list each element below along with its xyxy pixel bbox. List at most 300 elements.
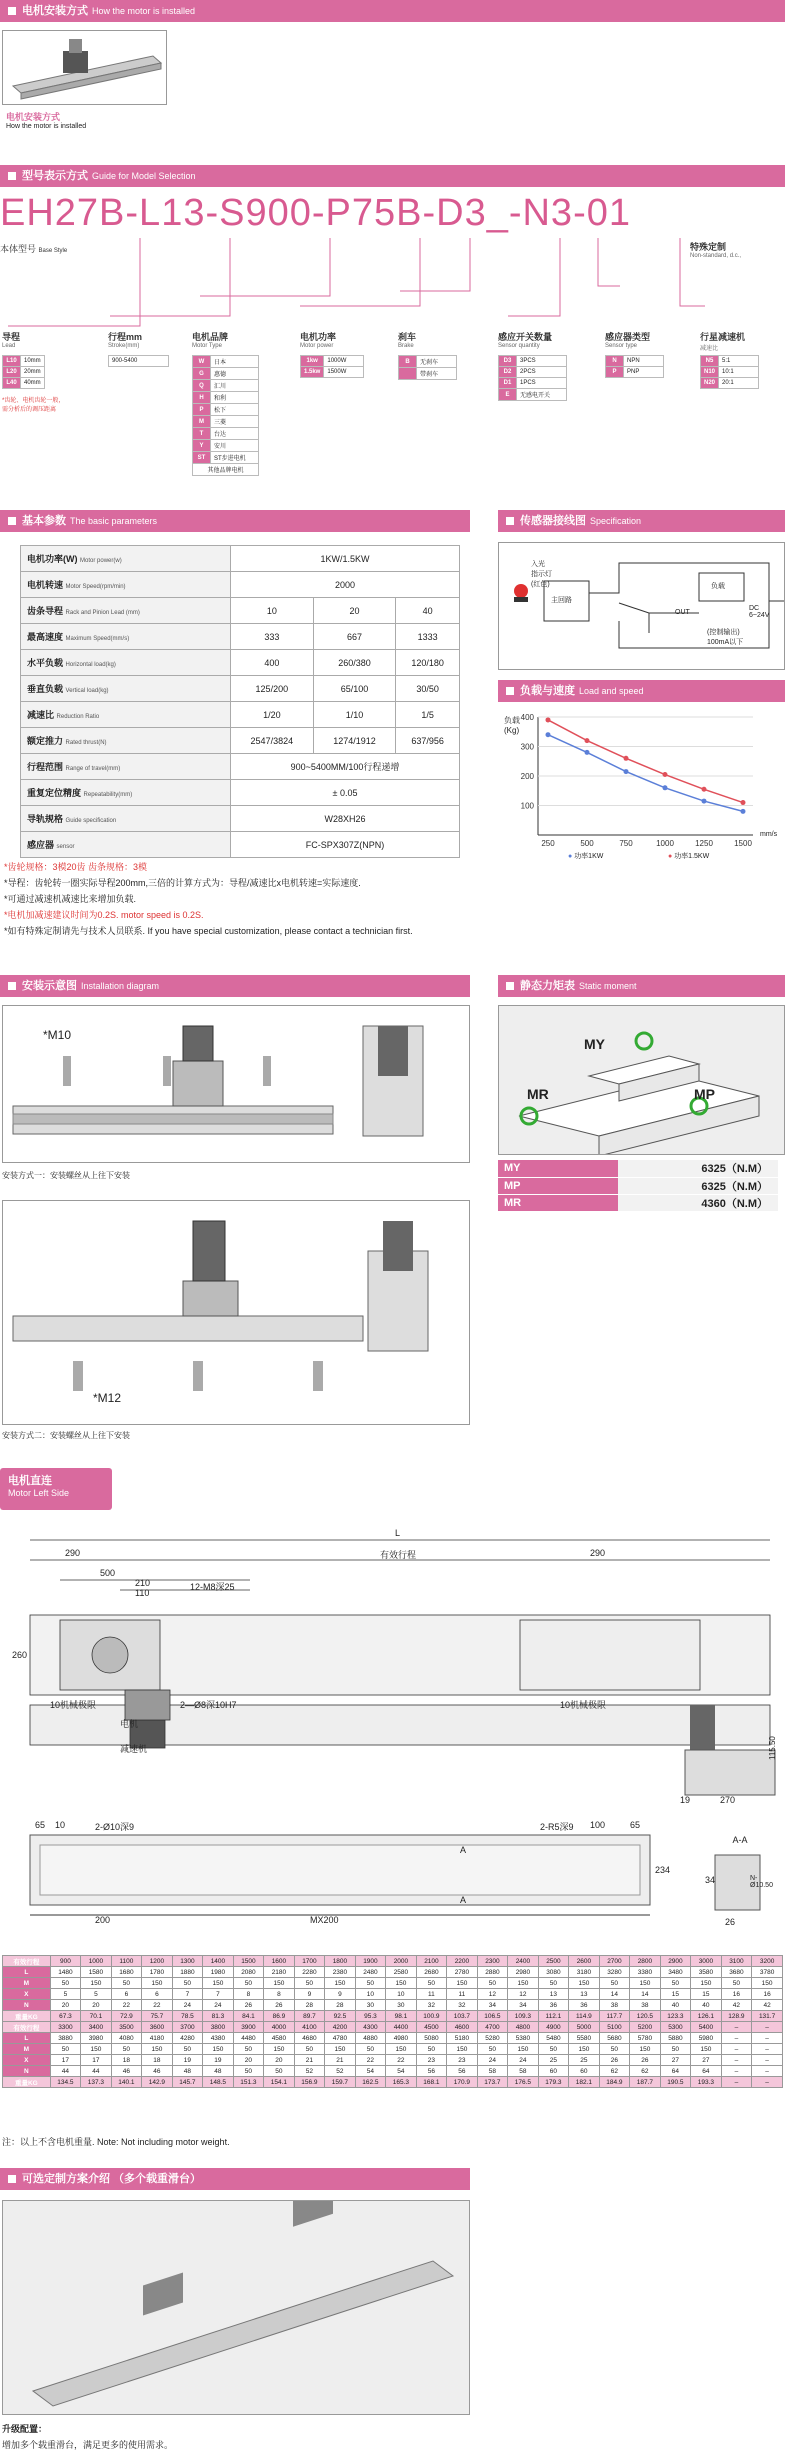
dim-260: 260 bbox=[12, 1650, 28, 1660]
table-cell: 5300 bbox=[660, 2022, 691, 2033]
install-diagram-1-svg bbox=[3, 1006, 469, 1162]
table-cell: 150 bbox=[203, 2044, 234, 2055]
group-name: 电机功率 bbox=[300, 332, 337, 342]
table-cell: 64 bbox=[691, 2066, 722, 2077]
params-table bbox=[20, 545, 460, 858]
aa-section bbox=[700, 1835, 780, 1935]
moment-row bbox=[498, 1177, 778, 1194]
group-en: Stroke(mm) bbox=[108, 343, 140, 349]
params-row bbox=[21, 676, 460, 702]
section-bar-diagram bbox=[0, 975, 470, 997]
table-cell: 62 bbox=[630, 2066, 661, 2077]
param-value: ± 0.05 bbox=[231, 780, 460, 806]
table-cell: 2300 bbox=[477, 1956, 508, 1967]
table-row bbox=[3, 1978, 783, 1989]
section-title-en: Guide for Model Selection bbox=[92, 171, 196, 181]
table-cell: 14 bbox=[630, 1989, 661, 2000]
group-en: Sensor quantity bbox=[498, 343, 540, 349]
custom-caption-2: 增加多个载重滑台，满足更多的使用需求。 bbox=[2, 2440, 174, 2450]
table-cell: M bbox=[3, 2044, 51, 2055]
table-cell: 12 bbox=[508, 1989, 539, 2000]
table-cell: 50 bbox=[721, 1978, 752, 1989]
table-cell: 165.3 bbox=[386, 2077, 417, 2088]
table-cell: 3380 bbox=[630, 1967, 661, 1978]
params-row bbox=[21, 806, 460, 832]
table-cell: 5080 bbox=[416, 2033, 447, 2044]
desc: 安川 bbox=[211, 440, 259, 452]
data-point bbox=[624, 756, 629, 761]
table-cell: 52 bbox=[325, 2066, 356, 2077]
table-cell: 109.3 bbox=[508, 2011, 539, 2022]
table-row bbox=[3, 2066, 783, 2077]
table-cell: 3200 bbox=[752, 1956, 783, 1967]
param-key: 垂直负载 Vertical load(kg) bbox=[21, 676, 231, 702]
desc: 松下 bbox=[211, 404, 259, 416]
table-cell: 2700 bbox=[599, 1956, 630, 1967]
dim-290b: 290 bbox=[590, 1548, 606, 1558]
table-cell: 148.5 bbox=[203, 2077, 234, 2088]
table-cell: 50 bbox=[294, 2044, 325, 2055]
table-cell: – bbox=[721, 2077, 752, 2088]
dim-L: L bbox=[395, 1528, 401, 1538]
section-bar-model bbox=[0, 165, 785, 187]
dim-table bbox=[2, 1955, 783, 2088]
table-cell: 30 bbox=[386, 2000, 417, 2011]
table-cell: 134.5 bbox=[50, 2077, 81, 2088]
data-point bbox=[585, 738, 590, 743]
group-sensor-qty bbox=[498, 330, 552, 349]
table-cell: 150 bbox=[752, 1978, 783, 1989]
table-cell: 6 bbox=[111, 1989, 142, 2000]
group-sensor-type bbox=[605, 330, 650, 349]
table-cell: 1600 bbox=[264, 1956, 295, 1967]
table-cell: 2980 bbox=[508, 1967, 539, 1978]
code: Y bbox=[193, 440, 211, 452]
table-cell: 4480 bbox=[233, 2033, 264, 2044]
table-cell: 40 bbox=[691, 2000, 722, 2011]
param-value: 667 bbox=[313, 624, 396, 650]
table-cell: 16 bbox=[721, 1989, 752, 2000]
table-cell: 1780 bbox=[142, 1967, 173, 1978]
table-cell: 2400 bbox=[508, 1956, 539, 1967]
table-cell: 5200 bbox=[630, 2022, 661, 2033]
table-cell: 60 bbox=[538, 2066, 569, 2077]
table-cell: 159.7 bbox=[325, 2077, 356, 2088]
table-cell: 1800 bbox=[325, 1956, 356, 1967]
data-point bbox=[546, 732, 551, 737]
table-cell: – bbox=[752, 2022, 783, 2033]
dim-270: 270 bbox=[720, 1795, 736, 1805]
code: L40 bbox=[3, 378, 21, 389]
table-cell: 56 bbox=[447, 2066, 478, 2077]
table-cell: 2580 bbox=[386, 1967, 417, 1978]
section-title-en: Load and speed bbox=[579, 686, 644, 696]
table-cell: 162.5 bbox=[355, 2077, 386, 2088]
table-cell: 24 bbox=[477, 2055, 508, 2066]
dim-pin: 2—Ø8深10H7 bbox=[180, 1700, 237, 1710]
table-cell: 150 bbox=[508, 2044, 539, 2055]
square-icon bbox=[8, 172, 16, 180]
code: N10 bbox=[701, 367, 719, 378]
dim-200: 200 bbox=[95, 1915, 111, 1925]
table-cell: 150 bbox=[569, 2044, 600, 2055]
dim-210: 210 bbox=[135, 1578, 151, 1588]
table-cell: 40 bbox=[660, 2000, 691, 2011]
legend-1kw: ● 功率1KW bbox=[568, 853, 604, 860]
table-cell: 150 bbox=[630, 2044, 661, 2055]
desc: NPN bbox=[624, 356, 664, 367]
param-key: 重复定位精度 Repeatability(mm) bbox=[21, 780, 231, 806]
dim-10: 10 bbox=[55, 1820, 66, 1830]
table-cell: 7 bbox=[172, 1989, 203, 2000]
dim-65: 65 bbox=[35, 1820, 46, 1830]
install-diagram-2-svg bbox=[3, 1201, 469, 1424]
table-cell: – bbox=[752, 2077, 783, 2088]
table-cell: 50 bbox=[233, 1978, 264, 1989]
group-en: 减速比 bbox=[700, 346, 719, 352]
table-cell: 23 bbox=[447, 2055, 478, 2066]
table-row bbox=[3, 2011, 783, 2022]
param-value: 260/380 bbox=[313, 650, 396, 676]
legend-15kw-label: 功率1.5KW bbox=[674, 853, 710, 860]
table-cell: 4400 bbox=[386, 2022, 417, 2033]
install-caption-1: 安装方式一：安装螺丝从上往下安装 bbox=[2, 1171, 130, 1180]
param-key: 感应器 sensor bbox=[21, 832, 231, 858]
params-row bbox=[21, 702, 460, 728]
table-cell: 62 bbox=[599, 2066, 630, 2077]
group-en: Motor Type bbox=[192, 343, 222, 349]
table-cell: 190.5 bbox=[660, 2077, 691, 2088]
desc: ST步进电机 bbox=[211, 452, 259, 464]
param-value: 65/100 bbox=[313, 676, 396, 702]
square-icon bbox=[8, 2175, 16, 2183]
desc: 无刹车 bbox=[417, 356, 457, 368]
table-cell: 54 bbox=[386, 2066, 417, 2077]
table-cell: 4080 bbox=[111, 2033, 142, 2044]
table-cell: 50 bbox=[660, 1978, 691, 1989]
table-row bbox=[3, 2033, 783, 2044]
table-cell: 95.3 bbox=[355, 2011, 386, 2022]
table-cell: 2880 bbox=[477, 1967, 508, 1978]
section-title: 静态力矩表 bbox=[520, 980, 575, 992]
table-cell: 128.9 bbox=[721, 2011, 752, 2022]
group-en: Sensor type bbox=[605, 343, 638, 349]
table-cell: 58 bbox=[477, 2066, 508, 2077]
table-cell: 50 bbox=[294, 1978, 325, 1989]
params-row bbox=[21, 572, 460, 598]
table-cell: 32 bbox=[447, 2000, 478, 2011]
legend-15kw: ● 功率1.5KW bbox=[668, 853, 710, 860]
table-cell: 112.1 bbox=[538, 2011, 569, 2022]
table-cell: 3780 bbox=[752, 1967, 783, 1978]
table-cell: 4800 bbox=[508, 2022, 539, 2033]
table-cell: 1700 bbox=[294, 1956, 325, 1967]
code: L10 bbox=[3, 356, 21, 367]
code: H bbox=[193, 392, 211, 404]
param-key: 齿条导程 Rack and Pinion Lead (mm) bbox=[21, 598, 231, 624]
param-key: 额定推力 Rated thrust(N) bbox=[21, 728, 231, 754]
table-cell: 150 bbox=[264, 2044, 295, 2055]
table-cell: 44 bbox=[81, 2066, 112, 2077]
desc: 3PCS bbox=[517, 356, 567, 367]
moment-svg bbox=[499, 1006, 784, 1154]
group-reducer-table bbox=[700, 355, 759, 389]
desc: 5:1 bbox=[719, 356, 759, 367]
table-cell: 4100 bbox=[294, 2022, 325, 2033]
dim-n: N-Ø10.50 bbox=[750, 1875, 773, 1889]
legend-1kw-label: 功率1KW bbox=[574, 853, 604, 860]
table-cell: 23 bbox=[416, 2055, 447, 2066]
load-label: 负载 bbox=[711, 583, 725, 590]
tab-title: 电机直连 bbox=[8, 1475, 52, 1487]
desc: 和利 bbox=[211, 392, 259, 404]
table-cell: 8 bbox=[233, 1989, 264, 2000]
group-lead bbox=[2, 330, 20, 349]
desc: 10mm bbox=[21, 356, 45, 367]
out-label: OUT bbox=[675, 609, 690, 616]
table-cell: 4780 bbox=[325, 2033, 356, 2044]
section-a-1: A bbox=[460, 1845, 467, 1855]
sensor-wiring-diagram bbox=[498, 542, 785, 670]
m12-label: *M12 bbox=[93, 1391, 122, 1405]
table-cell: 17 bbox=[81, 2055, 112, 2066]
table-cell: 176.5 bbox=[508, 2077, 539, 2088]
desc: PNP bbox=[624, 367, 664, 378]
table-cell: 22 bbox=[355, 2055, 386, 2066]
table-cell: 3880 bbox=[50, 2033, 81, 2044]
params-row bbox=[21, 754, 460, 780]
group-name: 感应开关数量 bbox=[498, 332, 553, 342]
table-cell: 28 bbox=[294, 2000, 325, 2011]
section-title-en: Installation diagram bbox=[81, 981, 160, 991]
table-cell: 86.9 bbox=[264, 2011, 295, 2022]
dim-pin2: 2-Ø10深9 bbox=[95, 1822, 135, 1832]
table-cell: 120.5 bbox=[630, 2011, 661, 2022]
table-cell: 有效行程 bbox=[3, 2022, 51, 2033]
table-cell: 3800 bbox=[203, 2022, 234, 2033]
code: M bbox=[193, 416, 211, 428]
y-tick-label: 200 bbox=[520, 772, 534, 781]
table-cell: 3400 bbox=[81, 2022, 112, 2033]
code: N20 bbox=[701, 378, 719, 389]
table-cell: 4700 bbox=[477, 2022, 508, 2033]
table-cell: 2380 bbox=[325, 1967, 356, 1978]
square-icon bbox=[506, 687, 514, 695]
table-cell: 5480 bbox=[538, 2033, 569, 2044]
table-cell: 24 bbox=[508, 2055, 539, 2066]
table-cell: 1300 bbox=[172, 1956, 203, 1967]
table-cell: 3980 bbox=[81, 2033, 112, 2044]
table-cell: 12 bbox=[477, 1989, 508, 2000]
dim-290a: 290 bbox=[65, 1548, 81, 1558]
param-value: 333 bbox=[231, 624, 314, 650]
lead-note: *齿轮、电机齿轮一般， 需分析后的调压距离 bbox=[2, 398, 65, 413]
dim-65b: 65 bbox=[630, 1820, 641, 1830]
table-cell: 1980 bbox=[203, 1967, 234, 1978]
table-cell: 9 bbox=[325, 1989, 356, 2000]
table-cell: 50 bbox=[477, 2044, 508, 2055]
section-bar-moment bbox=[498, 975, 785, 997]
dim-26: 26 bbox=[725, 1917, 736, 1927]
data-point bbox=[585, 750, 590, 755]
table-cell: 179.3 bbox=[538, 2077, 569, 2088]
table-cell: 1000 bbox=[81, 1956, 112, 1967]
table-cell: 137.3 bbox=[81, 2077, 112, 2088]
table-cell: 3600 bbox=[142, 2022, 173, 2033]
table-cell: 4900 bbox=[538, 2022, 569, 2033]
table-cell: 5580 bbox=[569, 2033, 600, 2044]
table-cell: 50 bbox=[233, 2066, 264, 2077]
table-cell: 81.3 bbox=[203, 2011, 234, 2022]
label-motor: 电机 bbox=[120, 1719, 139, 1729]
data-point bbox=[702, 799, 707, 804]
table-cell: 72.9 bbox=[111, 2011, 142, 2022]
table-cell: 50 bbox=[172, 2044, 203, 2055]
param-value: 1/20 bbox=[231, 702, 314, 728]
table-cell: 64 bbox=[660, 2066, 691, 2077]
table-cell: 54 bbox=[355, 2066, 386, 2077]
section-title: 基本参数 bbox=[22, 515, 66, 527]
table-row bbox=[3, 2022, 783, 2033]
table-cell: 67.3 bbox=[50, 2011, 81, 2022]
table-cell: 3080 bbox=[538, 1967, 569, 1978]
square-icon bbox=[506, 517, 514, 525]
table-cell: 20 bbox=[233, 2055, 264, 2066]
table-cell: 2600 bbox=[569, 1956, 600, 1967]
table-cell: 50 bbox=[660, 2044, 691, 2055]
body-type-en: Base Style bbox=[38, 248, 68, 254]
table-cell: L bbox=[3, 2033, 51, 2044]
table-cell: 5680 bbox=[599, 2033, 630, 2044]
multi-slider-module-icon bbox=[3, 2201, 469, 2414]
dim-travel: 有效行程 bbox=[380, 1550, 417, 1560]
data-point bbox=[663, 785, 668, 790]
dim-115: 115.50 bbox=[768, 1736, 777, 1760]
table-cell: 50 bbox=[477, 1978, 508, 1989]
section-bar-install bbox=[0, 0, 785, 22]
table-cell: 2280 bbox=[294, 1967, 325, 1978]
table-cell: 3500 bbox=[111, 2022, 142, 2033]
table-cell: 117.7 bbox=[599, 2011, 630, 2022]
section-bar-custom bbox=[0, 2168, 470, 2190]
install-diagram-2 bbox=[2, 1200, 470, 1425]
code: 1kw bbox=[301, 356, 324, 367]
desc: 20:1 bbox=[719, 378, 759, 389]
table-cell: 1200 bbox=[142, 1956, 173, 1967]
table-cell: 140.1 bbox=[111, 2077, 142, 2088]
desc: 2PCS bbox=[517, 367, 567, 378]
table-cell: 4380 bbox=[203, 2033, 234, 2044]
params-row bbox=[21, 650, 460, 676]
table-cell: 150 bbox=[203, 1978, 234, 1989]
table-cell: L bbox=[3, 1967, 51, 1978]
dim-500: 500 bbox=[100, 1568, 116, 1578]
y-tick-label: 300 bbox=[520, 742, 534, 752]
code: E bbox=[499, 389, 517, 401]
table-cell: 25 bbox=[569, 2055, 600, 2066]
desc: 900-5400 bbox=[109, 356, 169, 367]
table-row bbox=[3, 1967, 783, 1978]
table-cell: 5880 bbox=[660, 2033, 691, 2044]
group-stroke bbox=[108, 330, 142, 349]
table-cell: 5180 bbox=[447, 2033, 478, 2044]
basic-note-3: *可通过减速机减速比来增加负载. bbox=[4, 894, 137, 904]
table-cell: 42 bbox=[721, 2000, 752, 2011]
group-reducer bbox=[700, 330, 745, 352]
table-cell: 150 bbox=[691, 2044, 722, 2055]
table-cell: 182.1 bbox=[569, 2077, 600, 2088]
chart-svg bbox=[498, 705, 785, 865]
special-en: Non-standard, d.c., bbox=[690, 253, 742, 259]
table-cell: 92.5 bbox=[325, 2011, 356, 2022]
table-cell: 1680 bbox=[111, 1967, 142, 1978]
params-row bbox=[21, 624, 460, 650]
table-cell: 150 bbox=[142, 2044, 173, 2055]
table-row bbox=[3, 2000, 783, 2011]
table-cell: 58 bbox=[508, 2066, 539, 2077]
section-title-en: Static moment bbox=[579, 981, 637, 991]
dim-19: 19 bbox=[680, 1795, 691, 1805]
table-cell: 13 bbox=[538, 1989, 569, 2000]
table-cell: 150 bbox=[447, 2044, 478, 2055]
table-cell: 3480 bbox=[660, 1967, 691, 1978]
moment-table bbox=[498, 1160, 778, 1212]
table-cell: 123.3 bbox=[660, 2011, 691, 2022]
table-cell: 3180 bbox=[569, 1967, 600, 1978]
table-cell: 21 bbox=[325, 2055, 356, 2066]
desc: 20mm bbox=[21, 367, 45, 378]
table-cell: 48 bbox=[203, 2066, 234, 2077]
series-line-1 bbox=[548, 720, 743, 803]
table-cell: 89.7 bbox=[294, 2011, 325, 2022]
param-key: 最高速度 Maximum Speed(mm/s) bbox=[21, 624, 231, 650]
dim-drawing-bottom bbox=[0, 1815, 785, 1955]
param-key: 水平负载 Horizontal load(kg) bbox=[21, 650, 231, 676]
code: B bbox=[399, 356, 417, 368]
table-cell: 3000 bbox=[691, 1956, 722, 1967]
section-title: 负载与速度 bbox=[520, 685, 575, 697]
group-name: 行星减速机 bbox=[700, 332, 746, 342]
group-motor-brand-table bbox=[192, 355, 259, 476]
install-thumbnail bbox=[2, 30, 167, 105]
table-cell: 50 bbox=[111, 1978, 142, 1989]
table-cell: 106.5 bbox=[477, 2011, 508, 2022]
table-cell: 4880 bbox=[355, 2033, 386, 2044]
table-cell: 2200 bbox=[447, 1956, 478, 1967]
code: G bbox=[193, 368, 211, 380]
moment-label-mp: MP bbox=[694, 1086, 715, 1102]
param-value: 30/50 bbox=[396, 676, 460, 702]
moment-diagram bbox=[498, 1005, 785, 1155]
table-cell: 4180 bbox=[142, 2033, 173, 2044]
table-cell: 8 bbox=[264, 1989, 295, 2000]
desc: 台达 bbox=[211, 428, 259, 440]
table-cell: – bbox=[721, 2044, 752, 2055]
table-cell: 126.1 bbox=[691, 2011, 722, 2022]
table-cell: 50 bbox=[599, 2044, 630, 2055]
install-caption-2: 安装方式二：安装螺丝从上往下安装 bbox=[2, 1431, 130, 1440]
desc: 10:1 bbox=[719, 367, 759, 378]
table-cell: M bbox=[3, 1978, 51, 1989]
table-cell: 150 bbox=[264, 1978, 295, 1989]
square-icon bbox=[506, 982, 514, 990]
table-cell: 98.1 bbox=[386, 2011, 417, 2022]
table-cell: 32 bbox=[416, 2000, 447, 2011]
table-cell: 5380 bbox=[508, 2033, 539, 2044]
tab-title-en: Motor Left Side bbox=[8, 1488, 70, 1498]
code: D3 bbox=[499, 356, 517, 367]
table-cell: 6 bbox=[142, 1989, 173, 2000]
